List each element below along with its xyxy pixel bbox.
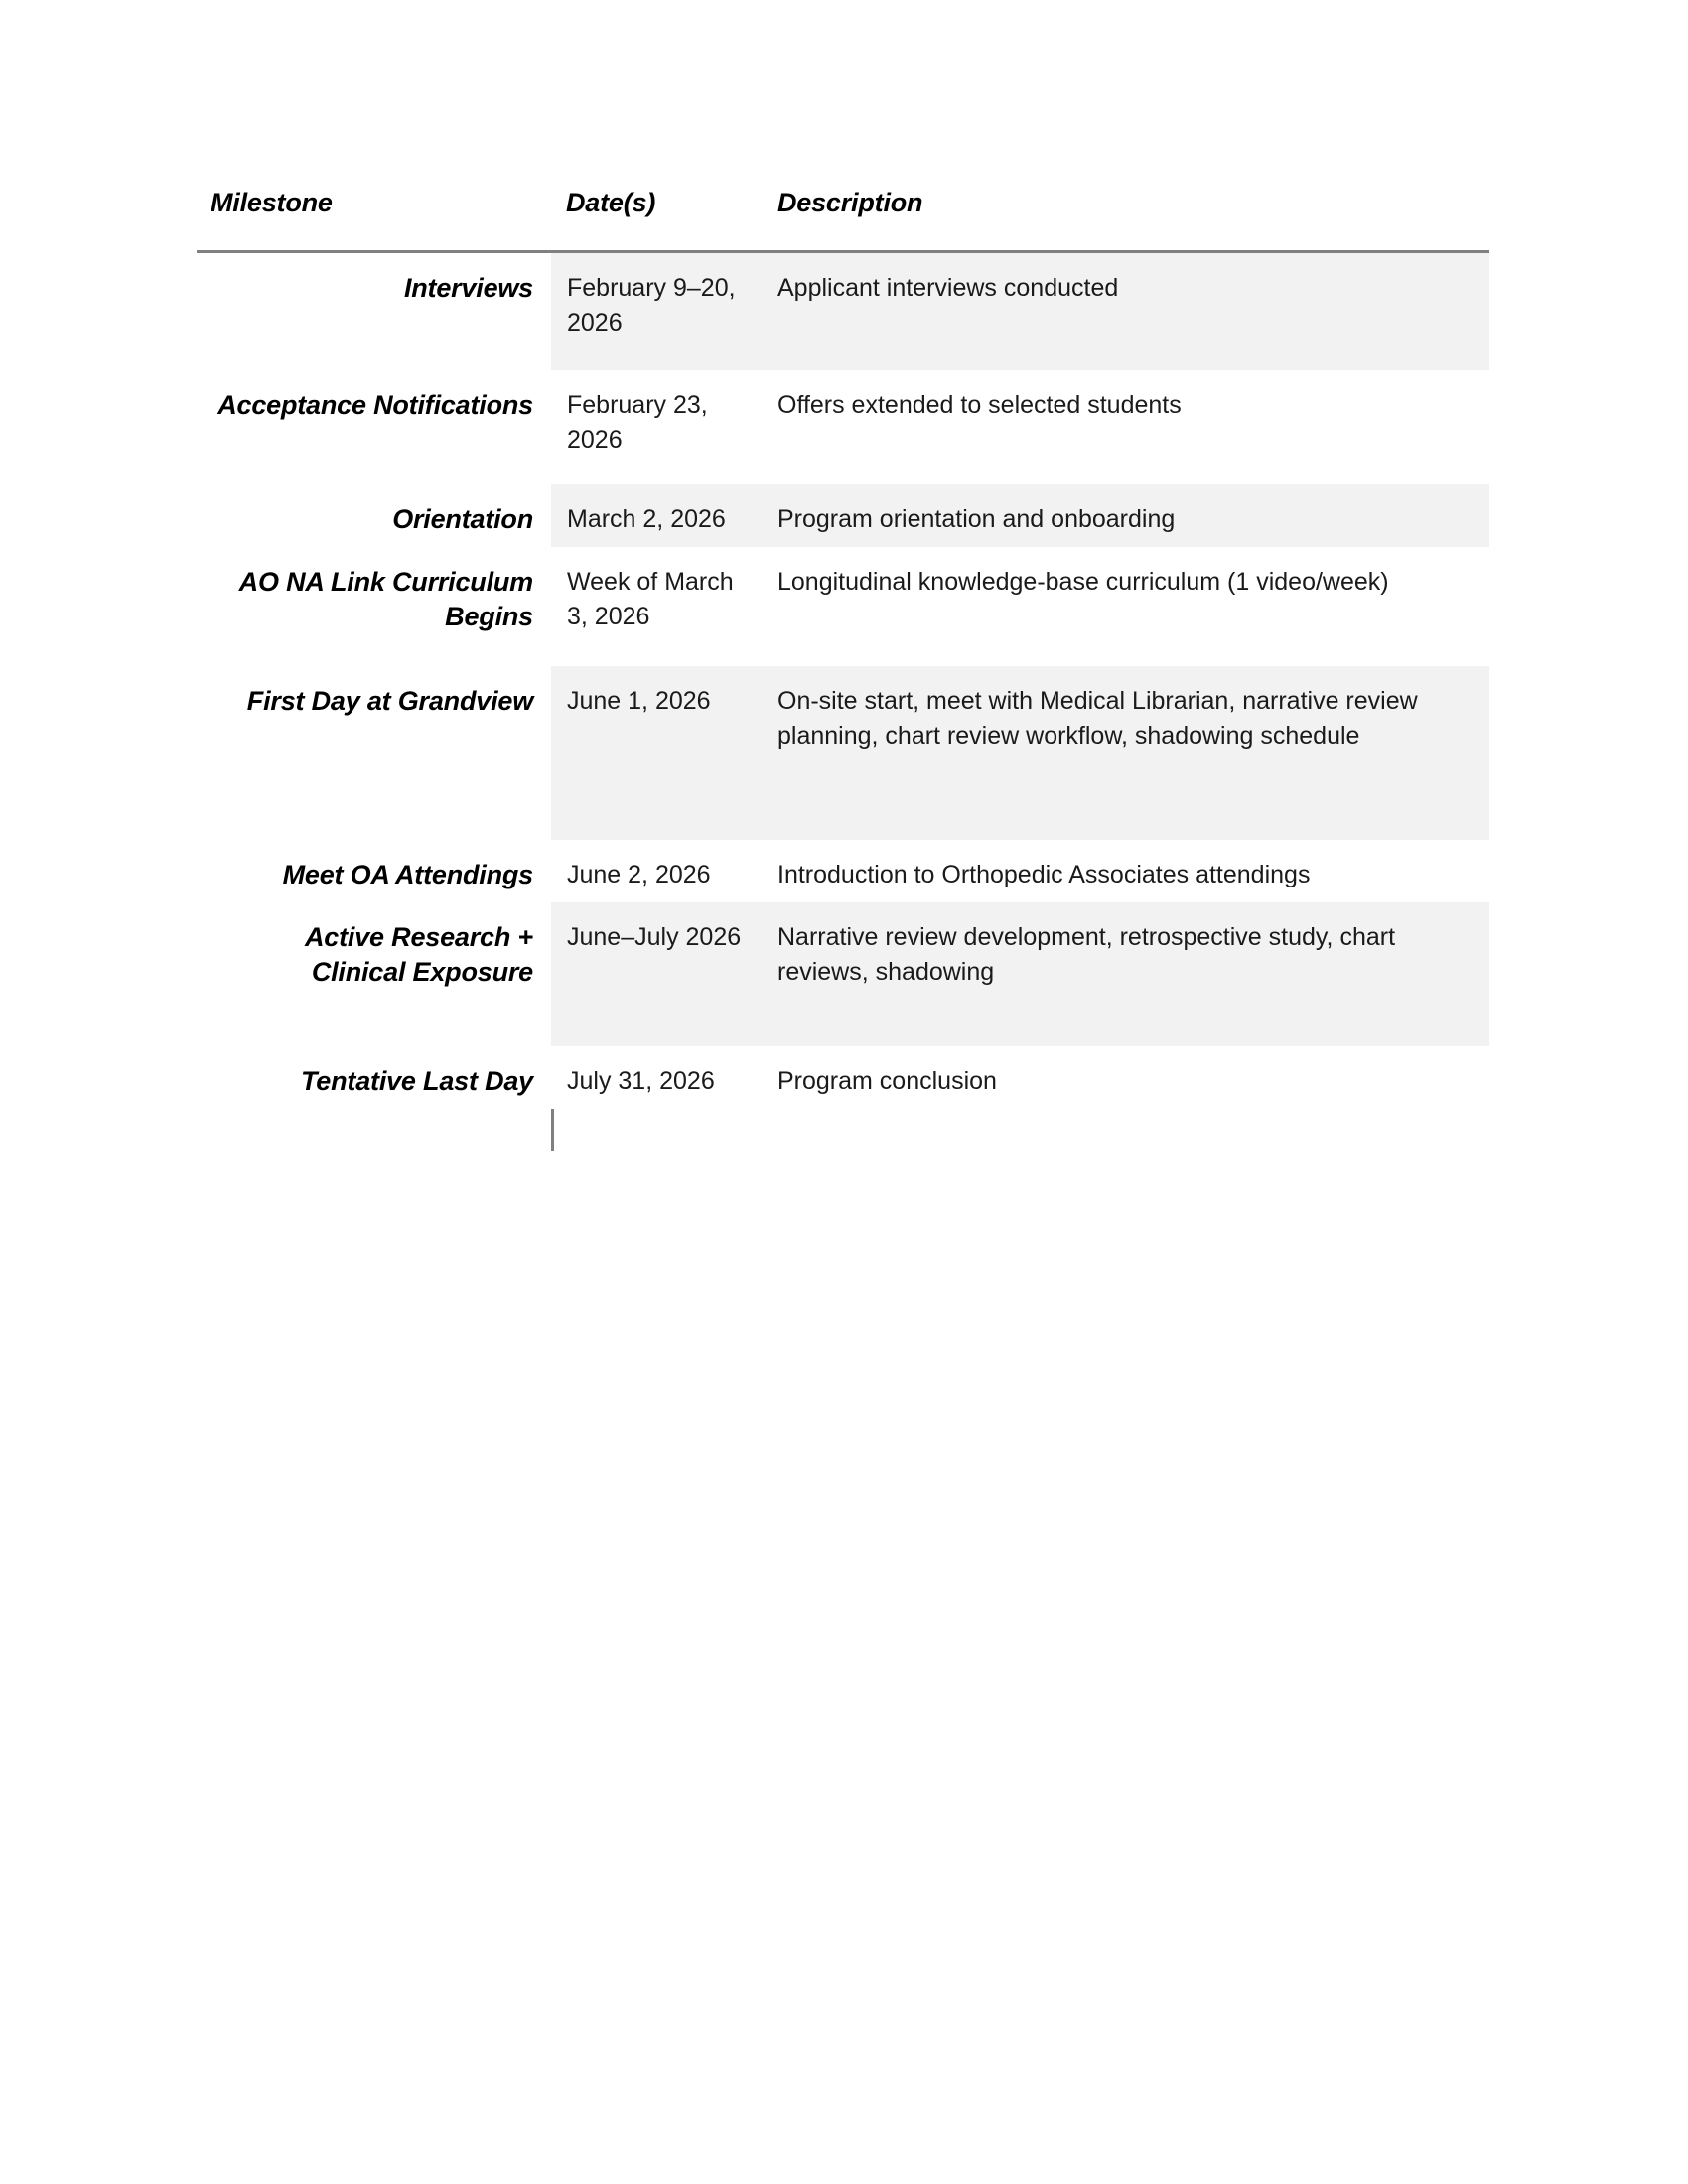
table-row	[197, 370, 1489, 484]
cell-group	[551, 547, 1489, 666]
table-header-row	[197, 189, 1489, 250]
table-row	[197, 253, 1489, 370]
cell-milestone: Tentative Last Day	[197, 1046, 551, 1109]
cell-group	[551, 253, 1489, 370]
cell-description: Offers extended to selected students	[777, 391, 1182, 419]
table-row	[197, 1046, 1489, 1109]
cell-description: Introduction to Orthopedic Associates attendings	[777, 861, 1311, 889]
cell-milestone: Orientation	[197, 484, 551, 547]
column-header-milestone: Milestone	[211, 188, 333, 217]
table-row	[197, 666, 1489, 840]
cell-group	[551, 666, 1489, 840]
cell-milestone: AO NA Link Curriculum Begins	[197, 547, 551, 666]
table-row	[197, 840, 1489, 902]
table-body	[197, 253, 1489, 1109]
cell-dates: Week of March 3, 2026	[567, 568, 734, 630]
milestone-timeline-table	[197, 189, 1489, 1109]
cell-dates: June 2, 2026	[567, 861, 711, 889]
cell-description: Narrative review development, retrospective study, chart reviews, shadowing	[777, 923, 1396, 986]
cell-description: Program orientation and onboarding	[777, 505, 1176, 533]
cell-milestone: Acceptance Notifications	[197, 370, 551, 484]
cell-group	[551, 370, 1489, 484]
cell-milestone: Interviews	[197, 253, 551, 370]
cell-milestone: Active Research + Clinical Exposure	[197, 902, 551, 1046]
table-row	[197, 484, 1489, 547]
cell-dates: March 2, 2026	[567, 505, 726, 533]
cell-dates: July 31, 2026	[567, 1067, 715, 1096]
cell-milestone: Meet OA Attendings	[197, 840, 551, 902]
cell-description: On-site start, meet with Medical Librarian, narrative review planning, chart review workflow, shadowing schedule	[777, 687, 1418, 750]
cell-description: Applicant interviews conducted	[777, 274, 1119, 302]
cell-group	[551, 902, 1489, 1046]
cell-group	[551, 484, 1489, 547]
cell-dates: June 1, 2026	[567, 687, 711, 716]
column-header-dates: Date(s)	[566, 188, 656, 217]
cell-dates: June–July 2026	[567, 923, 742, 952]
table-row	[197, 547, 1489, 666]
cell-milestone: First Day at Grandview	[197, 666, 551, 840]
cell-dates: February 23, 2026	[567, 391, 708, 454]
cell-dates: February 9–20, 2026	[567, 274, 736, 337]
cell-group	[551, 840, 1489, 902]
column-header-description: Description	[777, 188, 923, 217]
cell-group	[551, 1046, 1489, 1109]
cell-description: Program conclusion	[777, 1067, 997, 1096]
table-row	[197, 902, 1489, 1046]
cell-description: Longitudinal knowledge-base curriculum (1 video/week)	[777, 568, 1389, 597]
column-divider-line-tail	[551, 1109, 554, 1151]
